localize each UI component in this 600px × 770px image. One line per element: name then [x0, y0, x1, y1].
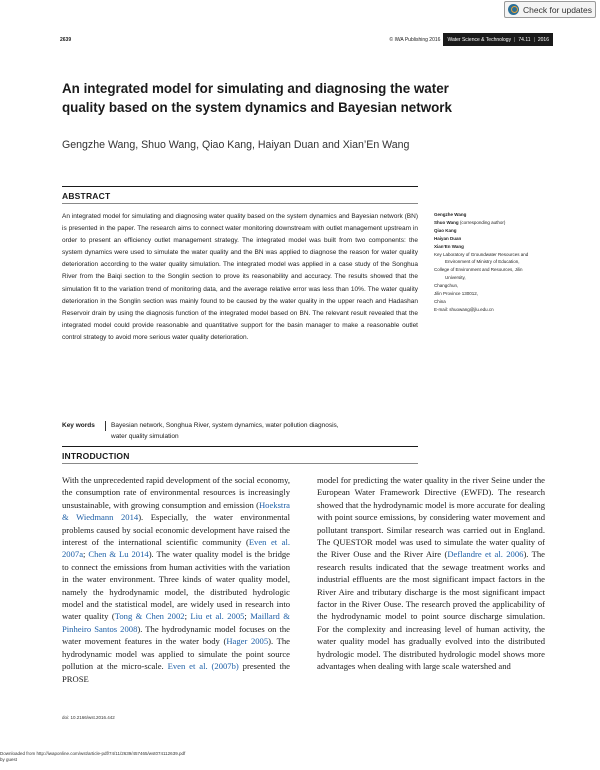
introduction-bottom-rule: [62, 463, 418, 464]
affil-college-line-2: University,: [445, 275, 466, 281]
citation-link[interactable]: Maillard & Pinheiro Santos 2008: [62, 611, 290, 634]
keywords-line-1: Bayesian network, Songhua River, system dynamics, water pollution diagnosis,: [111, 422, 339, 429]
abstract-bottom-rule: [62, 203, 418, 204]
affil-lab-line-1: Key Laboratory of Groundwater Resources and: [434, 251, 529, 257]
affil-province: Jilin Province 130012,: [434, 291, 479, 297]
affil-author-5: Xian’En Wang: [434, 243, 464, 249]
introduction-left-column: With the unprecedented rapid development of the social economy, the consumption rate of environmental resources is increasingly unsustainable, with growing consumption and emission (Hoekstra & Wiedmann 2014). Especially, the water environmental problems caused by social economic development have raised the interest of the international scientific community (Even et al. 2007a; Chen & Lu 2014). The water quality model is the bridge to connect the emissions from human activities with the variation in the water environment. Three kinds of water quality model, namely the hydrodynamic model, the distributed hydrologic model and the statistical model, are widely used in research into water quality (Tong & Chen 2002; Liu et al. 2005; Maillard & Pinheiro Santos 2008). The hydrodynamic model focuses on the water movement features in the water body (Hager 2005). The hydrodynamic model was applied to simulate the point source pollution at the micro-scale. Even et al. (2007b) presented the PROSE: [62, 475, 290, 684]
introduction-right-column: model for predicting the water quality in the river Seine under the European Water Framework Directive (EWFD). The research showed that the hydrodynamic model is more accurate for dealing with point source emissions, by considering water movement and pollutant transport. Similar research was carried out in England. The QUESTOR model was used to simulate the water quality of the River Ouse and the River Aire (Deflandre et al. 2006). The research results indicated that the sewage treatment works and industrial effluents are the most significant impact factors in the River Aire and tributary discharge is the most significant impact factor in the River Ouse. The research proved the applicability of the hydrodynamic model to point source discharge simulation. For the complexity and increasing level of human activity, the water quality model has gradually evolved into the distributed hydrologic model. The distributed hydrologic model shows more advantages when dealing with large scale watershed and: [317, 475, 545, 672]
journal-year: 2016: [537, 36, 549, 43]
crossmark-icon: [508, 4, 519, 15]
citation-link[interactable]: Chen & Lu 2014: [88, 549, 149, 560]
author-list: Gengzhe Wang, Shuo Wang, Qiao Kang, Haiyan Duan and Xian’En Wang: [62, 139, 410, 151]
citation-link[interactable]: Hoekstra & Wiedmann 2014: [62, 499, 290, 523]
download-note: [0, 751, 300, 763]
keywords-line-2: water quality simulation: [111, 433, 179, 440]
download-note-line-1: Downloaded from http://iwaponline.com/wst/article-pdf/74/11/2639/457465/wst074112639.pdf: [0, 751, 186, 756]
citation-link[interactable]: Liu et al. 2005: [190, 611, 245, 622]
journal-name: Water Science & Technology: [447, 36, 512, 43]
citation-link[interactable]: Hager 2005: [226, 636, 269, 647]
keywords: [62, 420, 418, 442]
affil-author-3: Qiao Kang: [434, 227, 457, 233]
abstract-top-rule: [62, 186, 418, 187]
keywords-label: Key words: [62, 422, 95, 429]
affil-country: China: [434, 298, 446, 304]
affil-college-line-1: College of Environment and Resources, Jilin: [434, 267, 523, 273]
volume-issue: 74.11: [518, 36, 531, 43]
download-note-line-2: by guest: [0, 757, 18, 762]
affil-city: Changchun,: [434, 283, 459, 289]
copyright-notice: © IWA Publishing 2016: [389, 36, 441, 43]
affil-author-4: Haiyan Duan: [434, 235, 462, 241]
affil-author-1: Gengzhe Wang: [434, 212, 467, 217]
citation-link[interactable]: Even et al. (2007b): [167, 661, 239, 672]
corresponding-note: (corresponding author): [459, 219, 506, 225]
check-for-updates-label: Check for updates: [523, 4, 592, 15]
check-for-updates-button[interactable]: [504, 1, 596, 18]
running-head: [60, 33, 553, 46]
citation-link[interactable]: Even et al. 2007a: [62, 537, 290, 560]
introduction-heading: INTRODUCTION: [62, 451, 130, 461]
affil-author-2: Shuo Wang: [434, 219, 459, 225]
author-affiliation: [434, 211, 554, 314]
page-number: 2639: [60, 36, 72, 43]
affil-lab-line-2: Environment of Ministry of Education,: [445, 259, 520, 265]
journal-banner: Water Science & Technology | 74.11 | 2016: [443, 33, 553, 46]
citation-link[interactable]: Deflandre et al. 2006: [447, 549, 524, 560]
article-title: An integrated model for simulating and diagnosing the water quality based on the system dynamics and Bayesian network: [62, 81, 452, 115]
abstract-text: An integrated model for simulating and diagnosing water quality based on the system dynamics and Bayesian network (BN) is presented in the paper. The research aims to connect water monitoring downstream with outlet management upstream in order to present an efficiency outlet management strategy. The integrated model was built from two components: the system dynamics were used to simulate the water quality and the BN was applied to diagnose the reason for water quality deterioration according to the water quality simulation. The integrated model was applied in a case study of the Songhua River from the Baiqi section to the Songlin section to prove its reasonability and accuracy. The results showed that the simulation fit to the variation trend of monitoring data, and the average relative error was less than 10%. The water quality deterioration in the Songlin section was mainly found to be caused by the water quality in the upper reach and Hadashan Reservoir drain by using the diagnosis function of the integrated model based on BN. The relevant result revealed that the integrated model could provide reasonable and quantitative support for the basin manager to make a reasonable outlet control strategy to avoid more serious water quality deterioration.: [62, 213, 418, 341]
introduction-top-rule: [62, 446, 418, 447]
abstract-heading: ABSTRACT: [62, 191, 111, 201]
affil-email[interactable]: E-mail: shuowang@jlu.edu.cn: [434, 306, 494, 312]
citation-link[interactable]: Tong & Chen 2002: [114, 611, 185, 622]
doi-line[interactable]: doi: 10.2166/wst.2016.442: [62, 715, 115, 720]
